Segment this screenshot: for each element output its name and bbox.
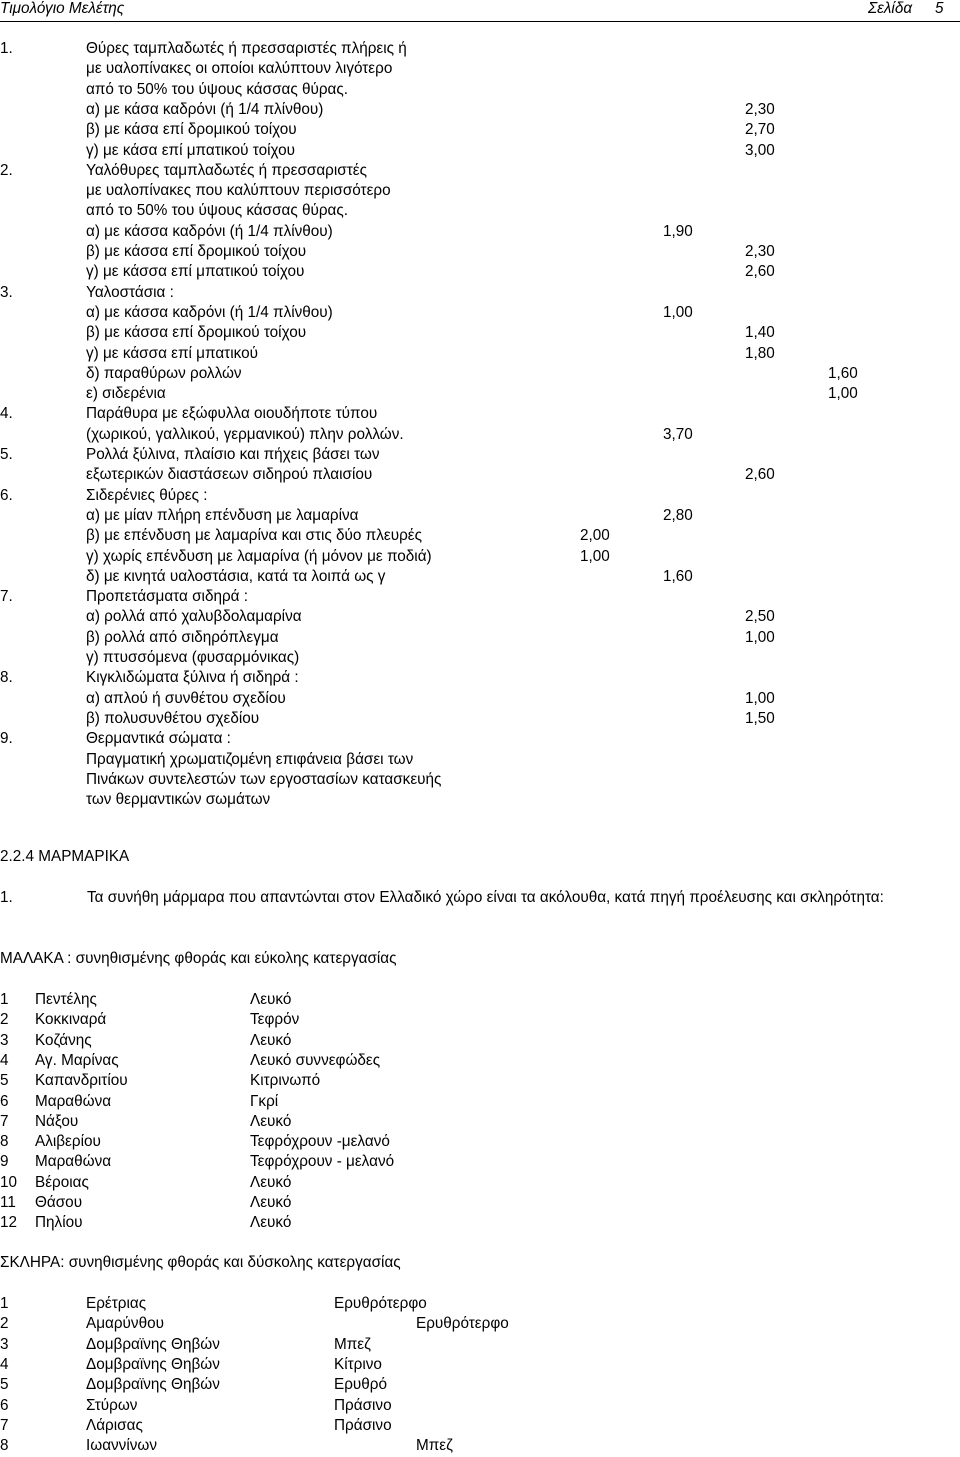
item-desc-row: [0, 201, 960, 221]
item-sub-row: [0, 506, 960, 526]
item-desc-row: [0, 729, 960, 749]
marble-row: [0, 1051, 960, 1071]
marble-color: Πράσινο: [334, 1416, 392, 1434]
item-description: από το 50% του ύψους κάσσας θύρας.: [86, 80, 349, 98]
section-heading: 2.2.4 ΜΑΡΜΑΡΙΚΑ: [0, 848, 130, 865]
item-sub-text: β) πολυσυνθέτου σχεδίου: [86, 709, 260, 727]
item-value: 2,30: [745, 100, 775, 118]
marble-number: 1: [0, 1295, 9, 1312]
item-sub-text: β) με κάσσα επί δρομικού τοίχου: [86, 324, 307, 342]
section-intro-num: 1.: [0, 889, 13, 906]
item-value: 1,00: [828, 385, 858, 403]
item-sub-text: β) με κάσσα επί δρομικού τοίχου: [86, 243, 307, 260]
marble-origin: Αγ. Μαρίνας: [35, 1051, 119, 1069]
marble-row: [0, 1375, 960, 1395]
item-number: 1.: [0, 40, 13, 57]
marble-color: Πράσινο: [334, 1396, 392, 1414]
item-description: Πινάκων συντελεστών των εργοστασίων κατασκευής: [86, 770, 442, 788]
header-title: Τιμολόγιο Μελέτης: [0, 0, 125, 17]
item-description: με υαλοπίνακες οι οποίοι καλύπτουν λιγότερο: [86, 60, 393, 78]
marble-row: [0, 1213, 960, 1233]
marble-color: Λευκό: [250, 1031, 292, 1049]
marble-color: Λευκό: [250, 1214, 292, 1232]
item-sub-row: [0, 344, 960, 364]
marble-color: Τεφρόχρουν - μελανό: [250, 1153, 395, 1171]
marble-origin: Μαραθώνα: [35, 1153, 112, 1171]
item-sub-text: α) με κάσα καδρόνι (ή 1/4 πλίνθου): [86, 100, 324, 118]
marble-color: Κιτρινωπό: [250, 1072, 321, 1090]
item-description: Υαλοστάσια :: [86, 283, 174, 301]
item-desc-row: [0, 790, 960, 810]
item-desc-row: [0, 587, 960, 607]
marble-color: Λευκό συννεφώδες: [250, 1051, 381, 1069]
section-intro-text: Τα συνήθη μάρμαρα που απαντώνται στον Ελλαδικό χώρο είναι τα ακόλουθα, κατά πηγή προέλευσης και σκληρότητα:: [87, 889, 884, 906]
item-sub-text: α) με μίαν πλήρη επένδυση με λαμαρίνα: [86, 506, 359, 524]
item-number: 2.: [0, 161, 13, 179]
marble-row: [0, 990, 960, 1010]
marble-color: Γκρί: [250, 1092, 279, 1110]
marble-color: Τεφρόχρουν -μελανό: [250, 1133, 390, 1151]
item-desc-row: [0, 668, 960, 688]
item-desc-row: [0, 59, 960, 79]
item-sub-text: γ) χωρίς επένδυση με λαμαρίνα (ή μόνον με ποδιά): [86, 547, 432, 565]
marble-number: 4: [0, 1051, 9, 1069]
marble-number: 6: [0, 1396, 9, 1414]
marble-number: 12: [0, 1214, 18, 1232]
item-desc-row: [0, 39, 960, 59]
item-sub-row: [0, 526, 960, 546]
marble-number: 5: [0, 1072, 9, 1090]
marble-origin: Πηλίου: [35, 1214, 83, 1232]
item-desc-row: [0, 283, 960, 303]
marble-number: 9: [0, 1153, 9, 1171]
marble-origin: Νάξου: [35, 1112, 79, 1130]
item-sub-row: [0, 384, 960, 404]
item-desc-row: [0, 465, 960, 485]
marble-number: 1: [0, 991, 9, 1008]
marble-row: [0, 1071, 960, 1091]
marble-color: Λευκό: [250, 1194, 292, 1211]
item-value: 1,40: [745, 324, 775, 342]
marble-row: [0, 1396, 960, 1416]
marble-origin: Δομβραϊνης Θηβών: [86, 1376, 220, 1394]
item-sub-text: α) με κάσσα καδρόνι (ή 1/4 πλίνθου): [86, 222, 333, 240]
item-value: 1,60: [828, 364, 858, 382]
marble-origin: Θάσου: [35, 1194, 83, 1211]
item-value: 1,00: [745, 628, 775, 646]
header-page-number: 5: [935, 0, 944, 17]
item-sub-row: [0, 628, 960, 648]
marble-number: 2: [0, 1011, 9, 1029]
marble-origin: Αμαρύνθου: [86, 1315, 164, 1333]
marble-number: 4: [0, 1355, 9, 1373]
item-value: 3,00: [745, 141, 775, 159]
item-description: Θύρες ταμπλαδωτές ή πρεσσαριστές πλήρεις ή: [86, 40, 407, 57]
item-desc-row: [0, 486, 960, 506]
item-value: 2,60: [745, 466, 775, 484]
marble-number: 6: [0, 1092, 9, 1110]
item-value: 3,70: [663, 425, 693, 443]
marble-color: Μπεζ: [416, 1437, 453, 1455]
item-sub-row: [0, 120, 960, 140]
item-description: εξωτερικών διαστάσεων σιδηρού πλαισίου: [86, 466, 373, 484]
marble-origin: Αλιβερίου: [35, 1133, 101, 1151]
item-sub-text: α) απλού ή συνθέτου σχεδίου: [86, 689, 286, 707]
item-sub-row: [0, 547, 960, 567]
item-description: Προπετάσματα σιδηρά :: [86, 588, 249, 606]
item-value: 1,00: [580, 547, 610, 565]
hard-marbles-heading: ΣΚΛΗΡΑ: συνηθισμένης φθοράς και δύσκολης κατεργασίας: [0, 1254, 401, 1271]
item-desc-row: [0, 445, 960, 465]
marble-number: 7: [0, 1416, 9, 1434]
marble-row: [0, 1416, 960, 1436]
marble-row: [0, 1152, 960, 1172]
marble-origin: Κοκκιναρά: [35, 1011, 107, 1029]
marble-origin: Πεντέλης: [35, 991, 97, 1008]
item-description: με υαλοπίνακες που καλύπτουν περισσότερο: [86, 182, 391, 200]
item-sub-text: δ) παραθύρων ρολλών: [86, 364, 242, 382]
header-page-label: Σελίδα: [868, 0, 913, 17]
marble-number: 10: [0, 1173, 18, 1191]
item-sub-text: γ) με κάσσα επί μπατικού: [86, 344, 258, 362]
item-desc-row: [0, 770, 960, 790]
item-sub-row: [0, 100, 960, 120]
item-sub-row: [0, 262, 960, 282]
item-sub-row: [0, 567, 960, 587]
marble-origin: Μαραθώνα: [35, 1092, 112, 1110]
item-sub-text: α) ρολλά από χαλυβδολαμαρίνα: [86, 608, 302, 626]
marble-number: 5: [0, 1376, 9, 1394]
item-description: Υαλόθυρες ταμπλαδωτές ή πρεσσαριστές: [86, 161, 367, 179]
marble-origin: Δομβραϊνης Θηβών: [86, 1335, 220, 1353]
marble-color: Τεφρόν: [250, 1011, 300, 1029]
marble-color: Λευκό: [250, 1112, 292, 1130]
item-number: 5.: [0, 446, 13, 463]
marble-number: 8: [0, 1437, 9, 1455]
marble-color: Λευκό: [250, 991, 292, 1008]
item-description: Σιδερένιες θύρες :: [86, 486, 208, 504]
item-description: Θερμαντικά σώματα :: [86, 730, 231, 748]
marble-number: 11: [0, 1194, 16, 1211]
marble-row: [0, 1294, 960, 1314]
item-sub-text: γ) πτυσσόμενα (φυσαρμόνικας): [86, 649, 300, 666]
item-desc-row: [0, 425, 960, 445]
item-desc-row: [0, 161, 960, 181]
marble-origin: Λάρισας: [86, 1416, 143, 1434]
item-description: Παράθυρα με εξώφυλλα οιουδήποτε τύπου: [86, 405, 378, 423]
item-sub-text: β) με κάσα επί δρομικού τοίχου: [86, 121, 297, 139]
item-sub-text: ε) σιδερένια: [86, 385, 166, 403]
item-value: 1,00: [663, 303, 693, 321]
item-description: Κιγκλιδώματα ξύλινα ή σιδηρά :: [86, 669, 299, 687]
marble-color: Μπεζ: [334, 1335, 371, 1353]
item-desc-row: [0, 404, 960, 424]
item-number: 8.: [0, 669, 13, 687]
item-sub-row: [0, 607, 960, 627]
marble-row: [0, 1193, 960, 1213]
item-value: 1,80: [745, 344, 775, 362]
item-description: από το 50% του ύψους κάσσας θύρας.: [86, 202, 349, 220]
item-value: 2,60: [745, 263, 775, 281]
item-sub-text: γ) με κάσσα επί μπατικού τοίχου: [86, 263, 305, 281]
marble-row: [0, 1132, 960, 1152]
item-desc-row: [0, 80, 960, 100]
marble-number: 3: [0, 1335, 9, 1353]
marble-origin: Βέροιας: [35, 1173, 89, 1191]
marble-origin: Ιωαννίνων: [86, 1437, 157, 1455]
marble-color: Κίτρινο: [334, 1355, 382, 1373]
item-sub-text: β) ρολλά από σιδηρόπλεγμα: [86, 628, 279, 646]
item-number: 9.: [0, 730, 13, 748]
item-value: 1,90: [663, 222, 693, 240]
item-value: 2,00: [580, 527, 610, 545]
marble-row: [0, 1436, 960, 1456]
marble-row: [0, 1010, 960, 1030]
item-value: 1,50: [745, 709, 775, 727]
marble-row: [0, 1355, 960, 1375]
item-value: 1,00: [745, 689, 775, 707]
marble-row: [0, 1314, 960, 1334]
marble-row: [0, 1112, 960, 1132]
marble-number: 2: [0, 1315, 9, 1333]
header-rule: [0, 21, 960, 22]
item-value: 2,70: [745, 121, 775, 139]
marble-number: 3: [0, 1031, 9, 1049]
section-intro: [0, 887, 960, 908]
item-sub-row: [0, 222, 960, 242]
item-sub-row: [0, 689, 960, 709]
item-sub-row: [0, 364, 960, 384]
item-sub-row: [0, 648, 960, 668]
item-number: 3.: [0, 283, 13, 301]
item-description: (χωρικού, γαλλικού, γερμανικού) πλην ρολλών.: [86, 425, 404, 443]
item-description: Πραγματική χρωματιζομένη επιφάνεια βάσει των: [86, 750, 414, 768]
item-sub-text: β) με επένδυση με λαμαρίνα και στις δύο πλευρές: [86, 527, 422, 545]
marble-row: [0, 1092, 960, 1112]
marble-origin: Κοζάνης: [35, 1031, 92, 1049]
item-value: 2,50: [745, 608, 775, 626]
item-value: 1,60: [663, 567, 693, 585]
marble-origin: Ερέτριας: [86, 1295, 147, 1312]
marble-color: Ερυθρότερφο: [334, 1295, 427, 1312]
marble-number: 7: [0, 1112, 9, 1130]
marble-color: Ερυθρότερφο: [416, 1315, 509, 1333]
item-number: 7.: [0, 588, 13, 606]
item-sub-row: [0, 323, 960, 343]
item-sub-text: δ) με κινητά υαλοστάσια, κατά τα λοιπά ως γ: [86, 567, 386, 585]
marble-color: Λευκό: [250, 1173, 292, 1191]
marble-row: [0, 1173, 960, 1193]
marble-row: [0, 1031, 960, 1051]
item-description: των θερμαντικών σωμάτων: [86, 791, 271, 809]
item-sub-text: α) με κάσσα καδρόνι (ή 1/4 πλίνθου): [86, 303, 333, 321]
marble-color: Ερυθρό: [334, 1376, 387, 1394]
marble-number: 8: [0, 1133, 9, 1151]
soft-marbles-heading: ΜΑΛΑΚΑ : συνηθισμένης φθοράς και εύκολης κατεργασίας: [0, 950, 397, 967]
item-sub-row: [0, 242, 960, 262]
item-sub-row: [0, 709, 960, 729]
item-desc-row: [0, 750, 960, 770]
item-number: 6.: [0, 486, 13, 504]
marble-row: [0, 1335, 960, 1355]
item-sub-text: γ) με κάσα επί μπατικού τοίχου: [86, 141, 295, 159]
item-value: 2,80: [663, 506, 693, 524]
item-value: 2,30: [745, 243, 775, 260]
item-desc-row: [0, 181, 960, 201]
item-sub-row: [0, 141, 960, 161]
item-description: Ρολλά ξύλινα, πλαίσιο και πήχεις βάσει των: [86, 446, 380, 463]
item-sub-row: [0, 303, 960, 323]
item-number: 4.: [0, 405, 13, 423]
marble-origin: Δομβραϊνης Θηβών: [86, 1355, 220, 1373]
marble-origin: Καπανδριτίου: [35, 1072, 128, 1090]
marble-origin: Στύρων: [86, 1396, 138, 1414]
